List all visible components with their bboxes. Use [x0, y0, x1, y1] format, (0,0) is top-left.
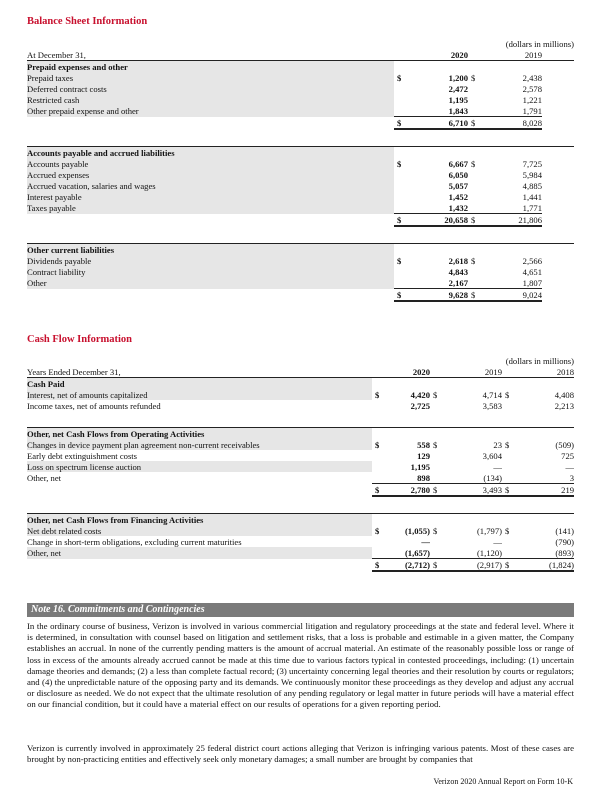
value-2018: 2,213 [554, 400, 575, 411]
value-2020: 4,843 [448, 266, 468, 277]
total-2018: 219 [514, 484, 574, 497]
section-header-row [27, 147, 574, 159]
year-header: 2019 [442, 366, 502, 378]
unit-label: (dollars in millions) [505, 38, 574, 49]
table-row [27, 169, 574, 180]
currency-symbol [430, 400, 442, 411]
currency-symbol: $ [397, 158, 402, 169]
currency-symbol [468, 83, 482, 94]
table-row [27, 105, 574, 117]
section-header: Cash Paid [27, 378, 372, 390]
table-header-row [27, 366, 574, 378]
spacer-cell [542, 94, 574, 105]
spacer-cell [442, 428, 502, 440]
currency-symbol [502, 450, 514, 461]
table-unit-row [27, 38, 574, 49]
spacer-cell [372, 428, 384, 440]
spacer-cell [430, 514, 442, 526]
spacer-cell [408, 61, 468, 73]
balance-sheet-table [27, 38, 574, 302]
total-2020: 9,628 [408, 289, 468, 302]
balance-sheet-heading: Balance Sheet Information [27, 16, 148, 27]
table-row [27, 277, 574, 289]
spacer-cell [27, 484, 372, 497]
currency-symbol: $ [433, 389, 438, 400]
currency-symbol [502, 472, 514, 484]
spacer-cell [27, 235, 574, 244]
row-label: Change in short-term obligations, excluding current maturities [27, 536, 242, 547]
spacer-cell [27, 411, 574, 419]
spacer-cell [27, 505, 574, 514]
currency-symbol [502, 536, 514, 547]
table-row [27, 266, 574, 277]
spacer-cell [542, 277, 574, 289]
row-label: Restricted cash [27, 94, 394, 105]
spacer-cell [442, 378, 502, 390]
table-row [27, 450, 574, 461]
currency-symbol [468, 266, 482, 277]
spacer-cell [542, 289, 574, 302]
row-label: Early debt extinguishment costs [27, 450, 138, 461]
row-label: Other prepaid expense and other [27, 105, 394, 117]
currency-symbol [372, 472, 384, 484]
value-2019: 7,725 [522, 158, 542, 169]
currency-symbol [394, 180, 408, 191]
spacer-row [27, 419, 574, 428]
spacer-cell [542, 202, 574, 214]
table-row [27, 94, 574, 105]
row-label: Changes in device payment plan agreement non-current receivables [27, 439, 372, 450]
total-2020: 20,658 [408, 214, 468, 227]
table-row [27, 525, 574, 536]
value-2019: 1,807 [482, 277, 542, 289]
currency-symbol [430, 472, 442, 484]
row-label: Other, net [27, 473, 62, 483]
currency-symbol: $ [505, 439, 510, 450]
spacer-row [27, 129, 574, 138]
total-2019: 9,024 [482, 289, 542, 302]
value-2019: 4,885 [522, 180, 542, 191]
spacer-cell [394, 244, 408, 256]
spacer-cell [542, 117, 574, 130]
spacer-cell [514, 514, 574, 526]
value-2019: 23 [493, 439, 502, 450]
row-label: Prepaid taxes [27, 72, 394, 83]
value-2018: 3 [514, 472, 574, 484]
section-header: Other, net Cash Flows from Financing Activities [27, 514, 372, 526]
spacer-cell [542, 83, 574, 94]
total-2019: 3,493 [442, 484, 502, 497]
currency-symbol [372, 547, 384, 559]
value-2020: 4,420 [410, 389, 430, 400]
table-row [27, 191, 574, 202]
spacer-cell [27, 355, 372, 366]
date-label: Years Ended December 31, [27, 366, 372, 378]
section-header-row [27, 61, 574, 73]
spacer-cell [27, 226, 574, 235]
spacer-cell [542, 158, 574, 169]
value-2019: 4,651 [522, 266, 542, 277]
spacer-cell [27, 214, 394, 227]
currency-symbol: $ [394, 289, 408, 302]
spacer-cell [468, 61, 482, 73]
value-2020: (1,657) [384, 547, 430, 559]
spacer-cell [442, 514, 502, 526]
currency-symbol: $ [471, 158, 476, 169]
row-label: Interest payable [27, 191, 394, 202]
currency-symbol: $ [375, 525, 380, 536]
value-2019: 2,566 [522, 255, 542, 266]
spacer-cell [542, 61, 574, 73]
spacer-cell [542, 244, 574, 256]
spacer-cell [514, 378, 574, 390]
spacer-cell [542, 266, 574, 277]
value-2020: 2,618 [448, 255, 468, 266]
spacer-row [27, 138, 574, 147]
table-row [27, 400, 574, 411]
spacer-cell [27, 117, 394, 130]
value-2020: 1,195 [448, 94, 468, 105]
spacer-cell [430, 378, 442, 390]
currency-symbol: $ [394, 117, 408, 130]
currency-symbol [430, 461, 442, 472]
currency-symbol: $ [430, 484, 442, 497]
value-2020: (1,055) [404, 525, 430, 536]
currency-symbol: $ [372, 484, 384, 497]
currency-symbol: $ [468, 289, 482, 302]
value-2020: 6,667 [448, 158, 468, 169]
spacer-cell [27, 138, 574, 147]
value-2020: 558 [417, 439, 430, 450]
currency-symbol [372, 450, 384, 461]
section-header: Prepaid expenses and other [27, 61, 394, 73]
currency-symbol [430, 536, 442, 547]
currency-symbol: $ [430, 559, 442, 572]
currency-symbol [502, 461, 514, 472]
value-2020: 898 [384, 472, 430, 484]
spacer-row [27, 235, 574, 244]
total-row [27, 214, 574, 227]
spacer-cell [430, 366, 442, 378]
spacer-cell [542, 49, 574, 61]
value-2020: 2,725 [410, 400, 430, 411]
value-2019: 3,583 [482, 400, 502, 411]
spacer-cell [394, 49, 408, 61]
spacer-cell [372, 378, 384, 390]
spacer-cell [468, 147, 482, 159]
table-row [27, 461, 574, 472]
currency-symbol: $ [502, 559, 514, 572]
year-header: 2020 [408, 49, 468, 61]
total-row [27, 484, 574, 497]
row-label: Interest, net of amounts capitalized [27, 389, 372, 400]
currency-symbol: $ [505, 389, 510, 400]
spacer-cell [542, 72, 574, 83]
total-row [27, 289, 574, 302]
spacer-cell [482, 61, 542, 73]
value-2019: — [493, 461, 502, 472]
table-row [27, 72, 574, 83]
currency-symbol: $ [471, 72, 476, 83]
table-row [27, 389, 574, 400]
currency-symbol [372, 536, 384, 547]
currency-symbol [468, 169, 482, 180]
value-2019: 1,441 [522, 191, 542, 202]
note-16-heading: Note 16. Commitments and Contingencies [27, 603, 574, 617]
currency-symbol [430, 547, 442, 559]
total-2019: (2,917) [442, 559, 502, 572]
table-row [27, 158, 574, 169]
value-2019: 5,984 [522, 169, 542, 180]
total-2020: 6,710 [408, 117, 468, 130]
spacer-cell [542, 214, 574, 227]
total-2018: (1,824) [514, 559, 574, 572]
currency-symbol [468, 180, 482, 191]
value-2019: 4,714 [482, 389, 502, 400]
spacer-row [27, 505, 574, 514]
spacer-cell [27, 289, 394, 302]
spacer-cell [27, 496, 574, 505]
spacer-cell [542, 180, 574, 191]
spacer-cell [514, 428, 574, 440]
cash-flow-table [27, 355, 574, 572]
section-header-row [27, 514, 574, 526]
spacer-cell [502, 366, 514, 378]
spacer-cell [502, 428, 514, 440]
currency-symbol [372, 400, 384, 411]
currency-symbol: $ [375, 389, 380, 400]
currency-symbol [394, 94, 408, 105]
spacer-row [27, 411, 574, 419]
value-2020: 6,050 [448, 169, 468, 180]
table-row [27, 255, 574, 266]
note-16-paragraph-1: In the ordinary course of business, Verizon is involved in various commercial litigation and regulatory proceedings at the state and federal level. Where it is determined, in consultation with counsel based on litigation and settlement risks, that a loss is probable and estimable in a given matter, the Company establishes an accrual. In none of the currently pending matters is the amount of accrual material. An estimate of the reasonably possible loss or range of loss in excess of the amounts already accrued cannot be made at this time due to various factors typical in contested proceedings, including: (1) uncertain damage theories and demands; (2) a less than complete factual record; (3) uncertainty concerning legal theories and their resolution by courts or regulators; and (4) the unpredictable nature of the opposing party and its demands. We continuously monitor these proceedings as they develop and adjust any accrual or disclosure as needed. We do not expect that the ultimate resolution of any pending regulatory or legal matter in future periods will have a material effect on our financial condition, but it could have a material effect on our results of operations for a given reporting period. [27, 621, 574, 710]
page-footer: Verizon 2020 Annual Report on Form 10-K [433, 777, 573, 786]
spacer-cell [384, 428, 430, 440]
currency-symbol: $ [468, 117, 482, 130]
spacer-cell [372, 514, 384, 526]
currency-symbol [468, 202, 482, 214]
total-2019: 21,806 [482, 214, 542, 227]
section-header-row [27, 244, 574, 256]
table-row [27, 180, 574, 191]
currency-symbol [372, 461, 384, 472]
note-16-paragraph-2: Verizon is currently involved in approximately 25 federal district court actions alleging that Verizon is infringing various patents. Most of these cases are brought by non-practicing entities and effectively seek only monetary damages; a small number are brought by companies that [27, 743, 574, 765]
currency-symbol: $ [468, 214, 482, 227]
total-row [27, 117, 574, 130]
table-row [27, 536, 574, 547]
value-2020: 1,200 [448, 72, 468, 83]
value-2019: 2,438 [522, 72, 542, 83]
spacer-cell [27, 559, 372, 572]
date-label: At December 31, [27, 49, 394, 61]
value-2019: (134) [442, 472, 502, 484]
value-2018: (509) [555, 439, 575, 450]
currency-symbol [502, 400, 514, 411]
spacer-cell [542, 169, 574, 180]
spacer-cell [502, 378, 514, 390]
row-label: Dividends payable [27, 255, 394, 266]
value-2019: 1,791 [482, 105, 542, 117]
value-2020: 5,057 [448, 180, 468, 191]
row-label: Net debt related costs [27, 525, 372, 536]
value-2020: 2,167 [408, 277, 468, 289]
spacer-cell [542, 191, 574, 202]
spacer-cell [394, 147, 408, 159]
currency-symbol: $ [505, 525, 510, 536]
spacer-cell [394, 61, 408, 73]
currency-symbol [394, 191, 408, 202]
table-row [27, 439, 574, 450]
currency-symbol: $ [433, 525, 438, 536]
spacer-cell [482, 244, 542, 256]
total-2019: 8,028 [482, 117, 542, 130]
spacer-cell [542, 147, 574, 159]
spacer-cell [27, 129, 574, 138]
currency-symbol [430, 450, 442, 461]
currency-symbol: $ [471, 255, 476, 266]
row-label: Accounts payable [27, 158, 394, 169]
spacer-cell [408, 147, 468, 159]
currency-symbol: $ [394, 214, 408, 227]
row-label: Loss on spectrum license auction [27, 461, 372, 472]
currency-symbol [502, 547, 514, 559]
spacer-cell [384, 514, 430, 526]
value-2019: (1,797) [476, 525, 502, 536]
spacer-cell [482, 147, 542, 159]
spacer-cell [468, 49, 482, 61]
currency-symbol [394, 169, 408, 180]
value-2020: 1,432 [408, 202, 468, 214]
value-2020: 1,452 [448, 191, 468, 202]
value-2020: 1,843 [408, 105, 468, 117]
currency-symbol [394, 277, 408, 289]
spacer-row [27, 226, 574, 235]
unit-label: (dollars in millions) [505, 355, 575, 366]
currency-symbol [468, 94, 482, 105]
currency-symbol [468, 277, 482, 289]
value-2019: (1,120) [442, 547, 502, 559]
value-2018: (141) [555, 525, 575, 536]
currency-symbol [468, 191, 482, 202]
value-2020: — [421, 536, 430, 547]
value-2020: 1,195 [410, 461, 430, 472]
total-2020: 2,780 [384, 484, 430, 497]
currency-symbol [394, 266, 408, 277]
section-header: Other current liabilities [27, 244, 394, 256]
value-2019: 1,771 [482, 202, 542, 214]
table-row [27, 472, 574, 484]
currency-symbol: $ [375, 439, 380, 450]
section-header: Accounts payable and accrued liabilities [27, 147, 394, 159]
spacer-cell [542, 105, 574, 117]
section-header-row [27, 378, 574, 390]
spacer-cell [384, 378, 430, 390]
total-2020: (2,712) [384, 559, 430, 572]
currency-symbol: $ [433, 439, 438, 450]
year-header: 2018 [514, 366, 574, 378]
value-2019: 2,578 [522, 83, 542, 94]
spacer-cell [542, 255, 574, 266]
value-2018: — [565, 461, 575, 472]
currency-symbol [468, 105, 482, 117]
value-2018: (790) [555, 536, 575, 547]
row-label: Deferred contract costs [27, 83, 394, 94]
table-header-row [27, 49, 574, 61]
cash-flow-heading: Cash Flow Information [27, 334, 133, 345]
spacer-cell [408, 244, 468, 256]
value-2018: 725 [561, 450, 575, 461]
year-header: 2020 [384, 366, 430, 378]
currency-symbol: $ [372, 559, 384, 572]
year-header: 2019 [482, 49, 542, 61]
value-2020: 129 [417, 450, 430, 461]
value-2019: 1,221 [522, 94, 542, 105]
table-row [27, 202, 574, 214]
spacer-cell [27, 419, 574, 428]
row-label: Other [27, 277, 394, 289]
currency-symbol: $ [397, 72, 402, 83]
currency-symbol [394, 202, 408, 214]
row-label: Accrued expenses [27, 169, 394, 180]
total-row [27, 559, 574, 572]
table-row [27, 83, 574, 94]
currency-symbol: $ [502, 484, 514, 497]
currency-symbol [394, 83, 408, 94]
value-2019: — [493, 536, 502, 547]
row-label: Taxes payable [27, 202, 394, 214]
value-2020: 2,472 [448, 83, 468, 94]
spacer-cell [430, 428, 442, 440]
spacer-row [27, 496, 574, 505]
spacer-cell [27, 38, 394, 49]
currency-symbol: $ [397, 255, 402, 266]
spacer-cell [372, 366, 384, 378]
row-label: Other, net [27, 547, 372, 559]
table-unit-row [27, 355, 574, 366]
row-label: Contract liability [27, 266, 394, 277]
currency-symbol [394, 105, 408, 117]
section-header: Other, net Cash Flows from Operating Activities [27, 428, 372, 440]
spacer-cell [468, 244, 482, 256]
row-label: Accrued vacation, salaries and wages [27, 180, 394, 191]
table-row [27, 547, 574, 559]
value-2018: 4,408 [554, 389, 575, 400]
spacer-cell [502, 514, 514, 526]
row-label: Income taxes, net of amounts refunded [27, 400, 161, 411]
value-2019: 3,604 [482, 450, 502, 461]
value-2018: (893) [514, 547, 574, 559]
section-header-row [27, 428, 574, 440]
